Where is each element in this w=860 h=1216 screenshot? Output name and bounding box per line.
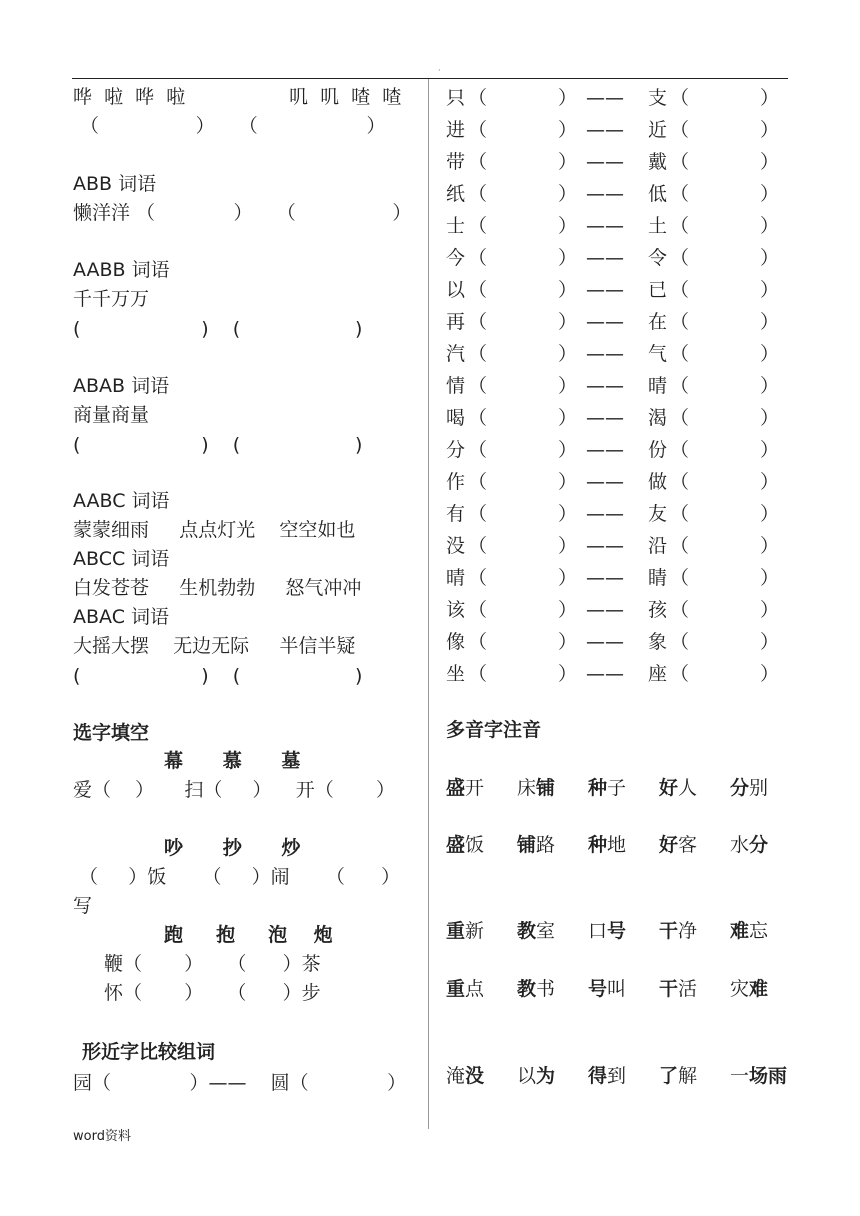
polyphone-word: 好人 [659,777,698,799]
close-paren: ） [760,503,780,525]
select-group-1-chars: 幕 慕 墓 [164,750,301,772]
open-paren: （ [468,535,488,557]
close-paren: ） [760,87,780,109]
polyphone-word: 分别 [730,777,769,799]
dash: —— [586,183,624,205]
polyphone-word: 了解 [659,1065,698,1087]
close-paren: ） [558,151,578,173]
pair-char-b: 已 [648,279,668,301]
pair-row [446,377,778,399]
aabb-example: 千千万万 [73,288,150,310]
pair-char-a: 带 [446,151,466,173]
polyphone-word: 种子 [588,777,627,799]
close-paren: ） [760,375,780,397]
pair-row [446,569,778,591]
abab-blanks: ( ) ( ) [73,434,363,456]
open-paren: （ [670,279,690,301]
open-paren: （ [468,151,488,173]
polyphone-word: 干活 [659,978,698,1000]
page-dot: · [438,66,441,75]
close-paren: ） [558,183,578,205]
polyphone-word: 床铺 [517,777,556,799]
open-paren: （ [468,375,488,397]
close-paren: ） [558,535,578,557]
open-paren: （ [670,503,690,525]
open-paren: （ [468,663,488,685]
abab-example: 商量商量 [73,404,150,426]
pair-char-a: 只 [446,87,466,109]
close-paren: ） [760,247,780,269]
pair-char-b: 孩 [648,599,668,621]
pair-char-a: 晴 [446,567,466,589]
close-paren: ） [558,119,578,141]
pair-char-a: 该 [446,599,466,621]
abcc-words: 白发苍苍 生机勃勃 怒气冲冲 [73,577,362,599]
pair-char-a: 以 [446,279,466,301]
pair-char-b: 沿 [648,535,668,557]
aabb-blanks: ( ) ( ) [73,318,363,340]
pair-row [446,313,778,335]
pair-char-a: 纸 [446,183,466,205]
open-paren: （ [468,439,488,461]
dash: —— [586,631,624,653]
pair-row [446,153,778,175]
dash: —— [586,343,624,365]
close-paren: ） [558,407,578,429]
dash: —— [586,87,624,109]
pair-char-a: 没 [446,535,466,557]
pair-char-a: 分 [446,439,466,461]
pair-char-b: 土 [648,215,668,237]
pair-char-b: 在 [648,311,668,333]
pair-char-a: 士 [446,215,466,237]
pair-char-b: 做 [648,471,668,493]
open-paren: （ [468,567,488,589]
dash: —— [586,311,624,333]
dash: —— [586,247,624,269]
dash: —— [586,599,624,621]
dash: —— [586,567,624,589]
aabc-words: 蒙蒙细雨 点点灯光 空空如也 [73,519,356,541]
dash: —— [586,503,624,525]
polyphone-word: 重点 [446,978,485,1000]
abac-words: 大摇大摆 无边无际 半信半疑 [73,635,356,657]
polyphone-word: 难忘 [730,920,769,942]
close-paren: ） [760,439,780,461]
select-group-2-fill: （ ）饭 （ ）闹 （ ） [73,866,401,888]
select-group-2-chars: 吵 抄 炒 [164,837,301,859]
select-group-3-row-2: 怀（ ） （ ）步 [104,982,321,1004]
pair-row [446,185,778,207]
close-paren: ） [558,567,578,589]
close-paren: ） [558,87,578,109]
abac-title: ABAC 词语 [73,606,170,628]
open-paren: （ [468,279,488,301]
polyphone-word: 盛开 [446,777,485,799]
close-paren: ） [760,567,780,589]
select-group-3-row-1: 鞭（ ） （ ）茶 [104,953,321,975]
close-paren: ） [558,471,578,493]
close-paren: ） [760,407,780,429]
close-paren: ） [760,631,780,653]
select-section-title: 选字填空 [73,722,150,744]
pair-row [446,665,778,687]
open-paren: （ [468,215,488,237]
pair-char-b: 令 [648,247,668,269]
polyphone-word: 盛饭 [446,834,485,856]
pair-char-b: 气 [648,343,668,365]
open-paren: （ [468,87,488,109]
polyphone-word: 教室 [517,920,556,942]
open-paren: （ [670,215,690,237]
close-paren: ） [558,599,578,621]
abac-blanks: ( ) ( ) [73,665,363,687]
similar-section-title: 形近字比较组词 [82,1041,216,1063]
open-paren: （ [670,599,690,621]
pair-char-b: 低 [648,183,668,205]
polyphone-word: 好客 [659,834,698,856]
polyphone-word: 口号 [588,920,627,942]
pair-row [446,249,778,271]
abb-example: 懒洋洋 （ ） （ ） [73,202,412,224]
pair-row [446,473,778,495]
close-paren: ） [558,311,578,333]
open-paren: （ [670,119,690,141]
polyphone-word: 淹没 [446,1065,485,1087]
open-paren: （ [670,311,690,333]
pair-char-a: 像 [446,631,466,653]
pair-row [446,345,778,367]
close-paren: ） [760,311,780,333]
close-paren: ） [558,375,578,397]
aabb-title: AABB 词语 [73,259,170,281]
dash: —— [586,663,624,685]
close-paren: ） [760,183,780,205]
dash: —— [586,471,624,493]
close-paren: ） [760,343,780,365]
dash: —— [586,375,624,397]
open-paren: （ [468,599,488,621]
pair-row [446,441,778,463]
pair-row [446,505,778,527]
open-paren: （ [670,87,690,109]
pair-char-a: 今 [446,247,466,269]
pair-row [446,121,778,143]
dash: —— [586,407,624,429]
pair-char-b: 戴 [648,151,668,173]
dash: —— [586,439,624,461]
select-group-3-chars: 跑 抱 泡 炮 [164,924,333,946]
polyphone-section-title: 多音字注音 [446,719,542,741]
pair-char-a: 进 [446,119,466,141]
abb-title: ABB 词语 [73,173,157,195]
onomatopoeia-example-1: 哗 啦 哗 啦 [73,86,186,108]
close-paren: ） [558,503,578,525]
dash: —— [586,279,624,301]
close-paren: ） [558,663,578,685]
polyphone-word: 种地 [588,834,627,856]
pair-row [446,633,778,655]
open-paren: （ [468,503,488,525]
polyphone-word: 灾难 [730,978,769,1000]
close-paren: ） [558,631,578,653]
pair-row [446,537,778,559]
pair-char-b: 份 [648,439,668,461]
pair-char-a: 喝 [446,407,466,429]
pair-char-b: 友 [648,503,668,525]
abcc-title: ABCC 词语 [73,548,170,570]
close-paren: ） [760,663,780,685]
pair-char-b: 睛 [648,567,668,589]
close-paren: ） [760,535,780,557]
dash: —— [586,151,624,173]
pair-char-a: 坐 [446,663,466,685]
polyphone-word: 一场雨 [730,1065,788,1087]
pair-row [446,281,778,303]
pair-row [446,89,778,111]
open-paren: （ [670,343,690,365]
pair-row [446,217,778,239]
similar-pair: 园（ ）—— 圆（ ） [73,1072,407,1094]
polyphone-word: 铺路 [517,834,556,856]
polyphone-word: 教书 [517,978,556,1000]
pair-char-b: 近 [648,119,668,141]
pair-char-a: 作 [446,471,466,493]
open-paren: （ [468,343,488,365]
pair-row [446,409,778,431]
open-paren: （ [468,631,488,653]
open-paren: （ [670,535,690,557]
pair-char-b: 座 [648,663,668,685]
close-paren: ） [760,215,780,237]
pair-char-a: 汽 [446,343,466,365]
pair-char-a: 有 [446,503,466,525]
open-paren: （ [670,663,690,685]
aabc-title: AABC 词语 [73,490,170,512]
polyphone-word: 得到 [588,1065,627,1087]
open-paren: （ [468,407,488,429]
column-divider [428,79,429,1129]
open-paren: （ [670,471,690,493]
close-paren: ） [760,599,780,621]
polyphone-word: 水分 [730,834,769,856]
open-paren: （ [468,119,488,141]
open-paren: （ [670,247,690,269]
footer-label: word资料 [73,1129,131,1144]
pair-char-b: 晴 [648,375,668,397]
dash: —— [586,215,624,237]
pair-char-a: 情 [446,375,466,397]
open-paren: （ [670,567,690,589]
open-paren: （ [670,151,690,173]
pair-char-b: 渴 [648,407,668,429]
open-paren: （ [670,183,690,205]
close-paren: ） [760,279,780,301]
open-paren: （ [468,311,488,333]
top-rule [72,78,788,79]
polyphone-word: 干净 [659,920,698,942]
polyphone-word: 以为 [517,1065,556,1087]
dash: —— [586,535,624,557]
open-paren: （ [670,631,690,653]
open-paren: （ [468,183,488,205]
pair-char-b: 支 [648,87,668,109]
close-paren: ） [558,215,578,237]
pair-char-b: 象 [648,631,668,653]
open-paren: （ [670,407,690,429]
close-paren: ） [558,343,578,365]
close-paren: ） [760,119,780,141]
open-paren: （ [670,375,690,397]
open-paren: （ [468,471,488,493]
close-paren: ） [760,471,780,493]
blank-row-1: （ ） （ ） [80,115,386,137]
close-paren: ） [558,439,578,461]
abab-title: ABAB 词语 [73,375,170,397]
close-paren: ） [558,279,578,301]
close-paren: ） [760,151,780,173]
select-group-2-tail: 写 [73,895,93,917]
close-paren: ） [558,247,578,269]
polyphone-word: 重新 [446,920,485,942]
open-paren: （ [468,247,488,269]
onomatopoeia-example-2: 叽 叽 喳 喳 [289,86,402,108]
pair-char-a: 再 [446,311,466,333]
open-paren: （ [670,439,690,461]
pair-row [446,601,778,623]
dash: —— [586,119,624,141]
polyphone-word: 号叫 [588,978,627,1000]
select-group-1-fill: 爱（ ） 扫（ ） 开（ ） [73,779,395,801]
